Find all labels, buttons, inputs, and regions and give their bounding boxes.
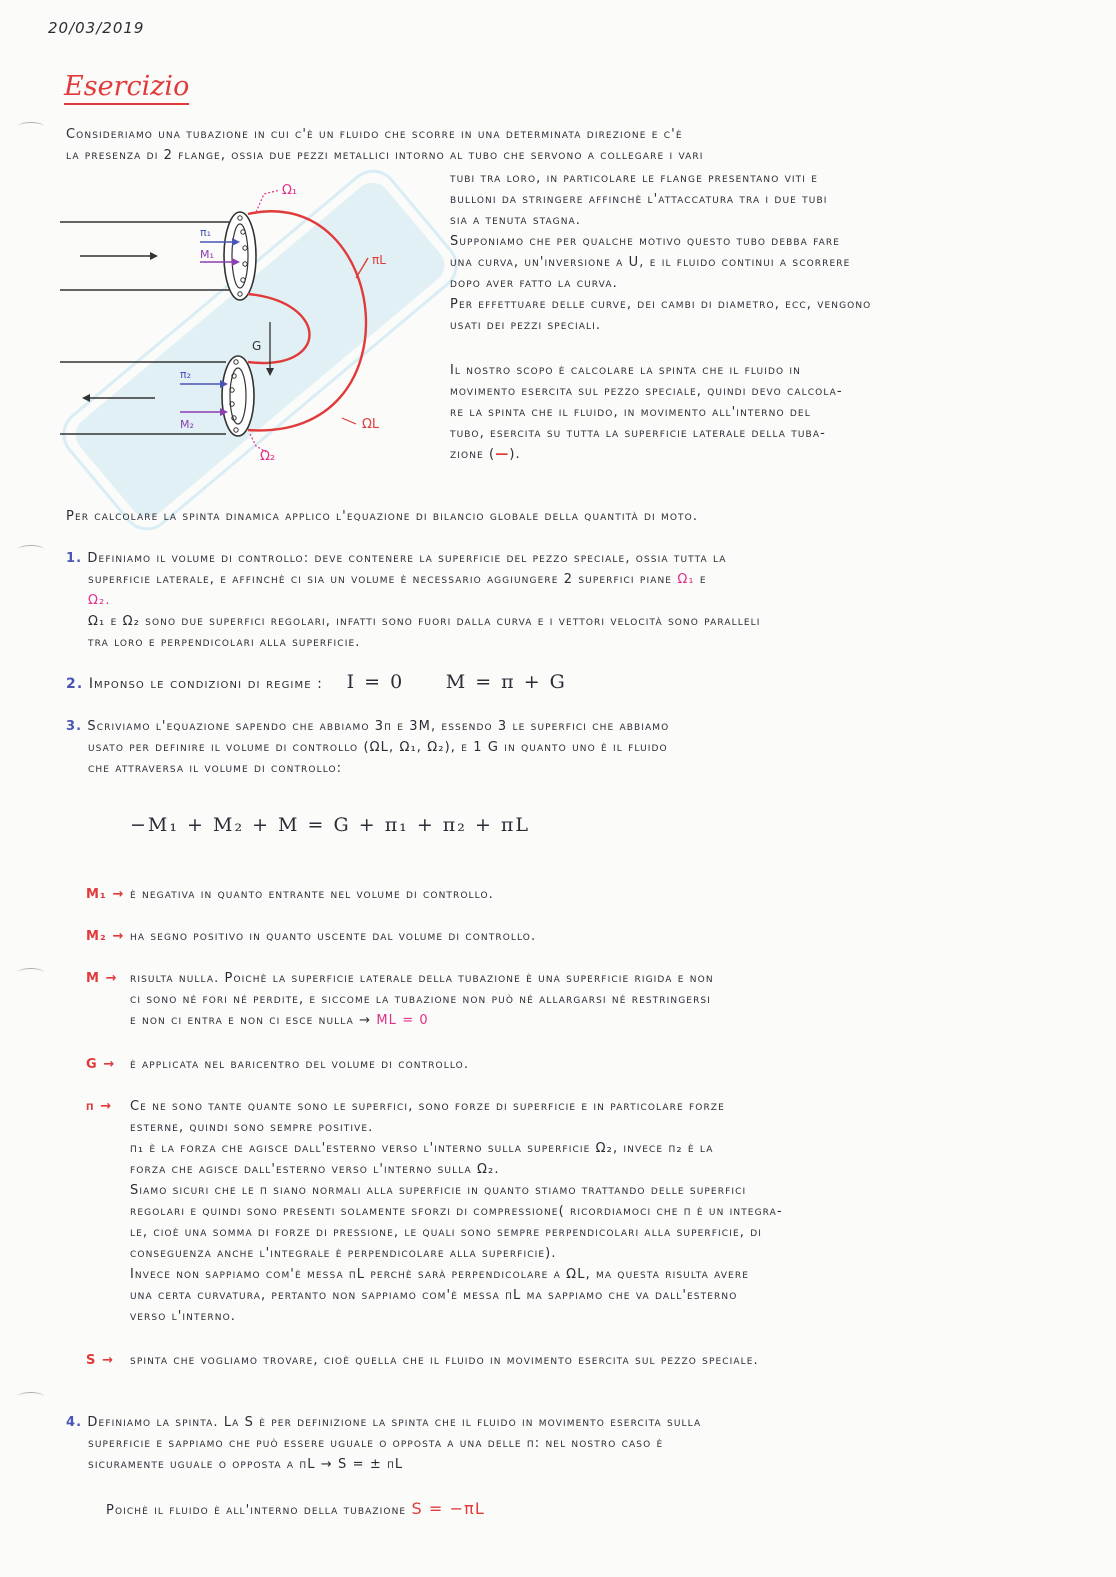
g-label: G	[252, 339, 262, 353]
conclusion	[106, 1498, 1006, 1521]
intro-line: Supponiamo che per qualche motivo questo tubo debba fare	[450, 234, 841, 249]
intro-line: Per effettuare delle curve, dei cambi di diametro, ecc, vengono	[450, 297, 872, 312]
term-line: π₁ è la forza che agisce dall'esterno verso l'interno sulla superficie Ω₂, invece π₂ è la	[130, 1141, 714, 1156]
term-m1	[86, 884, 1076, 905]
m2-label: M₂	[180, 418, 194, 431]
omegaL-leader	[342, 418, 356, 424]
term-symbol: G →	[86, 1057, 116, 1072]
term-text: è applicata nel baricentro del volume di controllo.	[130, 1057, 470, 1072]
omega2-label: Ω₂	[260, 449, 276, 464]
term-symbol: π →	[86, 1099, 113, 1114]
term-line: ci sono né fori né perdite, e siccome la tubazione non può né allargarsi né restringersi	[130, 992, 711, 1007]
intro-paragraph-side	[450, 168, 1070, 336]
step-line: 3. Scriviamo l'equazione sapendo che abbiamo 3π e 3M, essendo 3 le superfici che abbiamo	[66, 719, 670, 734]
term-text: spinta che vogliamo trovare, cioè quella che il fluido in movimento esercita sul pezzo speciale.	[130, 1353, 759, 1368]
term-line: e non ci entra e non ci esce nulla → ML = 0	[130, 1013, 429, 1028]
intro-line: una curva, un'inversione a U, e il fluido continui a scorrere	[450, 255, 851, 270]
intro-line: zione (—).	[450, 447, 521, 462]
term-symbol: M₂ →	[86, 929, 125, 944]
goal-paragraph	[450, 360, 1070, 465]
intro-line: usati dei pezzi speciali.	[450, 318, 602, 333]
term-line: M → risulta nulla. Poichè la superficie laterale della tubazione è una superficie rigida e non	[86, 968, 1076, 989]
term-symbol: S →	[86, 1353, 115, 1368]
m1-label: M₁	[200, 248, 214, 261]
step-4	[66, 1412, 1066, 1475]
margin-mark	[18, 968, 44, 977]
step-line: che attraversa il volume di controllo:	[88, 761, 343, 776]
step-number: 1.	[66, 551, 83, 566]
red-line-legend: —	[495, 447, 510, 462]
term-line: esterne, quindi sono sempre positive.	[130, 1120, 374, 1135]
term-line: una certa curvatura, pertanto non sappiamo com'è messa πL ma sappiamo che va dall'esterno	[130, 1288, 738, 1303]
term-line: π → Ce ne sono tante quante sono le superfici, sono forze di superficie e in particolare forze	[86, 1096, 1076, 1117]
step-1	[66, 548, 1066, 653]
pi2-label: π₂	[180, 368, 192, 381]
omega1-leader	[256, 190, 280, 212]
step-line: tra loro e perpendicolari alla superficie.	[88, 635, 361, 650]
term-text: ha segno positivo in quanto uscente dal volume di controllo.	[130, 929, 537, 944]
step-number: 4.	[66, 1415, 83, 1430]
intro-line: dopo aver fatto la curva.	[450, 276, 618, 291]
term-line: conseguenza anche l'integrale è perpendicolare alla superficie).	[130, 1246, 557, 1261]
step-line: superficie laterale, e affinchè ci sia un volume è necessario aggiungere 2 superfici piane Ω₁ e	[88, 572, 707, 587]
u-bend-pipe-diagram	[60, 172, 440, 472]
omega1-label: Ω₁	[282, 183, 298, 198]
step-line: superficie e sappiamo che può essere uguale o opposta a una delle π: nel nostro caso è	[88, 1436, 664, 1451]
step-number: 3.	[66, 719, 83, 734]
intro-line: sia a tenuta stagna.	[450, 213, 582, 228]
term-line: le, cioè una somma di forze di pressione, le quali sono sempre perpendicolari alla superficie, di	[130, 1225, 762, 1240]
term-line: Invece non sappiamo com'è messa πL perchè sarà perpendicolare a ΩL, ma questa risulta avere	[130, 1267, 749, 1282]
step-3	[66, 716, 1066, 779]
term-g	[86, 1054, 1076, 1075]
final-result: S = −πL	[411, 1499, 485, 1518]
term-symbol: M₁ →	[86, 887, 125, 902]
outer-lateral-surface	[248, 211, 366, 430]
upper-flange	[224, 212, 256, 300]
step-line: usato per definire il volume di controllo (ΩL, Ω₁, Ω₂), e 1 G in quanto uno è il fluido	[88, 740, 668, 755]
piL-label: πL	[372, 253, 386, 267]
conclusion-text: Poichè il fluido è all'interno della tubazione	[106, 1503, 412, 1518]
flow-arrow-out-head	[82, 394, 90, 402]
margin-mark	[18, 122, 44, 131]
step-line: 4. Definiamo la spinta. La S è per definizione la spinta che il fluido in movimento esercita sulla	[66, 1415, 702, 1430]
margin-mark	[18, 545, 44, 554]
term-text: è negativa in quanto entrante nel volume di controllo.	[130, 887, 494, 902]
term-line: Siamo sicuri che le π siano normali alla superficie in quanto stiamo trattando delle superfici	[130, 1183, 747, 1198]
step-line: Ω₂.	[88, 593, 111, 608]
term-m2	[86, 926, 1076, 947]
term-line: forza che agisce dall'esterno verso l'interno sulla Ω₂.	[130, 1162, 500, 1177]
intro-line: Consideriamo una tubazione in cui c'è un fluido che scorre in una determinata direzione e c'è	[66, 127, 683, 142]
flow-arrow-in-head	[150, 252, 158, 260]
step-line: 1. Definiamo il volume di controllo: deve contenere la superficie del pezzo speciale, ossia tutta la	[66, 551, 727, 566]
weight-arrow-head	[266, 368, 274, 376]
intro-line: Il nostro scopo è calcolare la spinta che il fluido in	[450, 363, 802, 378]
margin-mark	[18, 1392, 44, 1401]
step-number: 2.	[66, 676, 84, 692]
momentum-balance-equation: −M₁ + M₂ + M = G + π₁ + π₂ + πL	[130, 814, 531, 836]
term-pi	[86, 1096, 1076, 1327]
step-line: Ω₁ e Ω₂ sono due superfici regolari, infatti sono fuori dalla curva e i vettori velocità sono paralleli	[88, 614, 761, 629]
intro-line: tubi tra loro, in particolare le flange presentano viti e	[450, 171, 818, 186]
term-line: verso l'interno.	[130, 1309, 236, 1324]
term-line: regolari e quindi sono presenti solamente sforzi di compressione( ricordiamoci che π è un integra-	[130, 1204, 783, 1219]
equation-regime: M = π + G	[445, 671, 567, 693]
intro-line: la presenza di 2 flange, ossia due pezzi metallici intorno al tubo che servono a collegare i vari	[66, 148, 704, 163]
term-s	[86, 1350, 1076, 1371]
pi1-label: π₁	[200, 226, 212, 239]
step-line: sicuramente uguale o opposta a πL → S = ± πL	[88, 1457, 404, 1472]
equation-momentum-zero: I = 0	[346, 671, 405, 693]
intro-line: bulloni da stringere affinchè l'attaccatura tra i due tubi	[450, 192, 828, 207]
piL-arrow	[356, 258, 368, 278]
omegaL-label: ΩL	[362, 417, 380, 432]
term-m	[86, 968, 1076, 1031]
method-sentence: Per calcolare la spinta dinamica applico l'equazione di bilancio globale della quantità di moto.	[66, 509, 699, 524]
page-title: Esercizio	[64, 72, 189, 105]
intro-line: movimento esercita sul pezzo speciale, quindi devo calcola-	[450, 384, 843, 399]
intro-line: tubo, esercita su tutta la superficie laterale della tuba-	[450, 426, 826, 441]
intro-line: re la spinta che il fluido, in movimento all'interno del	[450, 405, 811, 420]
step-2: 2. Imponso le condizioni di regime : I = 0 M = π + G	[66, 671, 567, 693]
intro-paragraph	[66, 124, 1056, 166]
term-symbol: M →	[86, 971, 118, 986]
note-date: 20/03/2019	[48, 19, 145, 37]
